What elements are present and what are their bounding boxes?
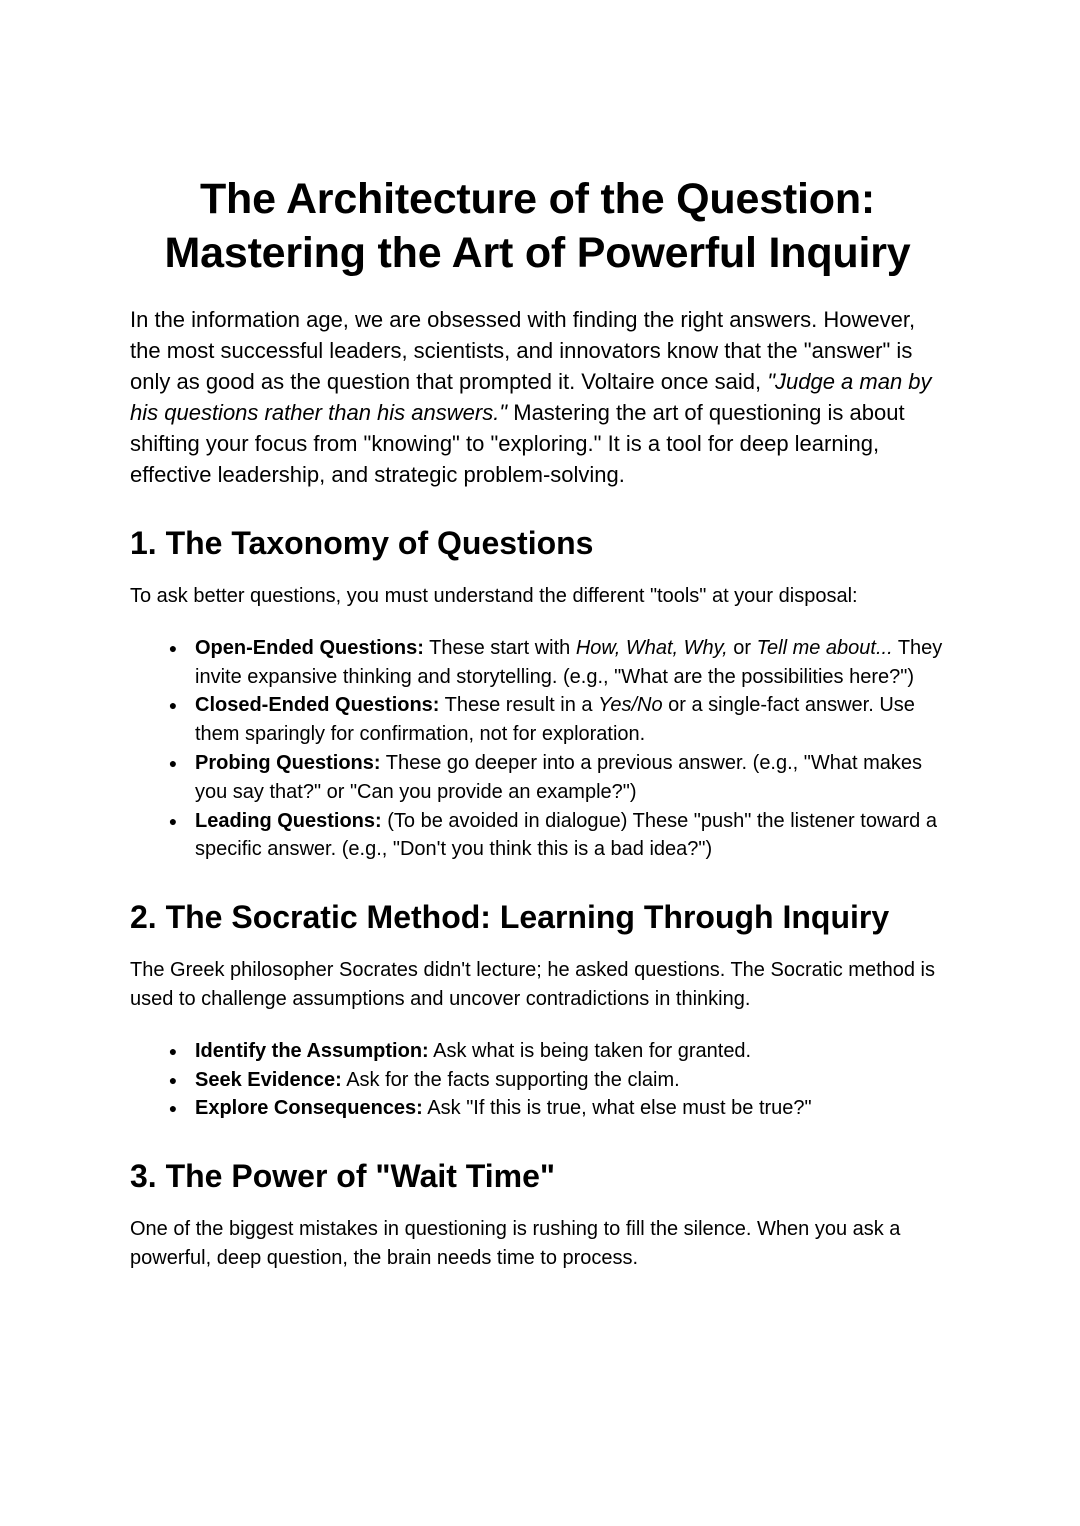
list-item-italic: How, What, Why,	[575, 636, 728, 659]
list-item-probing	[130, 749, 945, 807]
bullet-icon: ●	[168, 639, 178, 656]
list-item-text: or a single-fact answer. Use them sparingly for confirmation, not for exploration.	[195, 694, 915, 746]
list-item-text: Ask for the facts supporting the claim.	[341, 1068, 680, 1091]
list-item-open-ended	[130, 634, 945, 692]
intro-text-before-quote: In the information age, we are obsessed with finding the right answers. However, the most successful leaders, scientists, and innovators know that the "answer" is only as good as the question that prompted it. Voltaire once said,	[130, 307, 916, 394]
document-page	[130, 172, 945, 1273]
list-item-seek-evidence	[130, 1066, 945, 1095]
list-item-text: Ask what is being taken for granted.	[428, 1039, 752, 1062]
bullet-icon: ●	[168, 812, 178, 829]
list-item-italic: Tell me about...	[756, 636, 893, 659]
bullet-icon: ●	[168, 697, 178, 714]
section-2-lead: The Greek philosopher Socrates didn't lecture; he asked questions. The Socratic method is used to challenge assumptions and uncover contradictions in thinking.	[130, 959, 935, 1010]
intro-text-after-quote: Mastering the art of questioning is about shifting your focus from "knowing" to "exploring." It is a tool for deep learning, effective leadership, and strategic problem-solving.	[130, 400, 905, 487]
list-item-term: Closed-Ended Questions:	[195, 694, 440, 717]
intro-paragraph	[130, 304, 945, 490]
list-item-explore-consequences	[130, 1094, 945, 1123]
socratic-list	[130, 1037, 945, 1123]
list-item-leading	[130, 807, 945, 865]
list-item-term: Leading Questions:	[195, 809, 382, 832]
list-item-term: Open-Ended Questions:	[195, 636, 424, 659]
list-item-text: These result in a	[439, 694, 599, 717]
list-item-text: (To be avoided in dialogue) These "push" the listener toward a specific answer. (e.g., "Don't you think this is a bad idea?")	[195, 809, 937, 861]
voltaire-quote: "Judge a man by his questions rather than his answers."	[130, 369, 932, 425]
bullet-icon: ●	[168, 1071, 178, 1088]
section-2-heading: 2. The Socratic Method: Learning Through Inquiry	[130, 899, 890, 936]
list-item-text: These go deeper into a previous answer. (e.g., "What makes you say that?" or "Can you provide an example?")	[195, 751, 923, 803]
section-3-lead: One of the biggest mistakes in questioning is rushing to fill the silence. When you ask a powerful, deep question, the brain needs time to process.	[130, 1218, 901, 1269]
taxonomy-list	[130, 634, 945, 864]
document-title	[130, 172, 945, 280]
list-item-term: Probing Questions:	[195, 751, 381, 774]
list-item-term: Identify the Assumption:	[195, 1039, 429, 1062]
list-item-term: Seek Evidence:	[195, 1068, 342, 1091]
section-3-heading: 3. The Power of "Wait Time"	[130, 1158, 556, 1195]
title-line-2: Mastering the Art of Powerful Inquiry	[164, 229, 911, 277]
list-item-text: These start with	[423, 636, 576, 659]
list-item-term: Explore Consequences:	[195, 1097, 423, 1120]
list-item-italic: Yes/No	[598, 694, 663, 717]
list-item-text: They invite expansive thinking and storytelling. (e.g., "What are the possibilities here?")	[195, 636, 943, 688]
bullet-icon: ●	[168, 754, 178, 771]
title-line-1: The Architecture of the Question:	[199, 175, 876, 223]
list-item-identify-assumption	[130, 1037, 945, 1066]
bullet-icon: ●	[168, 1100, 178, 1117]
section-1-lead: To ask better questions, you must understand the different "tools" at your disposal:	[130, 585, 858, 607]
list-item-text: Ask "If this is true, what else must be true?"	[422, 1097, 812, 1120]
bullet-icon: ●	[168, 1042, 178, 1059]
section-1-heading: 1. The Taxonomy of Questions	[130, 525, 594, 561]
list-item-closed-ended	[130, 691, 945, 749]
list-item-text: or	[727, 636, 757, 659]
